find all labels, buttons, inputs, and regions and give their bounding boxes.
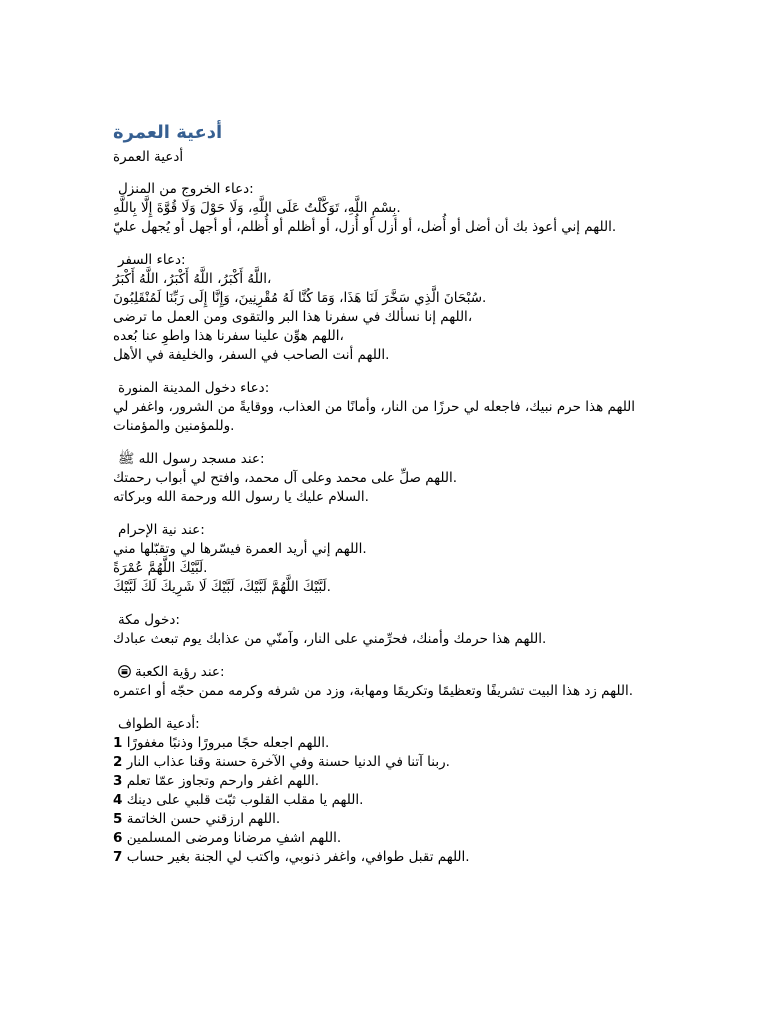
dua-line: اللهم زد هذا البيت تشريفًا وتعظيمًا وتكريمًا ومهابة، وزد من شرفه وكرمه ممن حجّه أو اعتمره. (113, 683, 634, 699)
item-text: اللهم يا مقلب القلوب ثبّت قلبي على دينك. (126, 792, 364, 808)
document-page (113, 121, 673, 867)
dua-line: سُبْحَانَ الَّذِي سَخَّرَ لَنَا هَذَا، وَمَا كُنَّا لَهُ مُقْرِنِينَ، وَإِنَّا إِلَى رَبِّنَا لَمُنْقَلِبُونَ. (113, 290, 487, 306)
section-heading: دعاء دخول المدينة المنورة: (118, 380, 270, 396)
dua-line: اللهم صلِّ على محمد وعلى آل محمد، وافتح لي أبواب رحمتك. (113, 470, 458, 486)
dua-line: اللهم إني أريد العمرة فيسّرها لي وتقبّلها مني. (113, 541, 367, 557)
dua-line: لَبَّيْكَ اللَّهُمَّ عُمْرَةً. (113, 560, 208, 576)
item-number: 1 (113, 735, 123, 751)
item-text: اللهم اجعله حجًا مبرورًا وذنبًا مغفورًا. (126, 735, 330, 751)
dua-line: لَبَّيْكَ اللَّهُمَّ لَبَّيْكَ، لَبَّيْكَ لَا شَرِيكَ لَكَ لَبَّيْكَ. (113, 579, 331, 595)
section-heading: دعاء الخروج من المنزل: (118, 181, 254, 197)
dua-line: اللهم هذا حرم نبيك، فاجعله لي حرزًا من النار، وأمانًا من العذاب، ووقايةً من الشرور، واغفر لي (113, 399, 636, 415)
kaaba-icon (118, 665, 131, 678)
section-heading: دعاء السفر: (118, 252, 186, 268)
section-heading: عند مسجد رسول الله ﷺ: (118, 451, 265, 467)
dua-line: وللمؤمنين والمؤمنات. (113, 418, 235, 434)
list-item (113, 848, 673, 867)
section-prophet-mosque (113, 450, 673, 507)
list-item (113, 791, 673, 810)
section-heading: عند نية الإحرام: (118, 522, 205, 538)
item-number: 2 (113, 754, 123, 770)
section-ihram-intention (113, 521, 673, 597)
item-number: 5 (113, 811, 123, 827)
section-heading-text: عند رؤية الكعبة: (135, 664, 225, 680)
dua-line: السلام عليك يا رسول الله ورحمة الله وبركاته. (113, 489, 369, 505)
list-item (113, 772, 673, 791)
item-number: 6 (113, 830, 123, 846)
dua-line: اللهم هذا حرمك وأمنك، فحرِّمني على النار، وآمنّي من عذابك يوم تبعث عبادك. (113, 631, 547, 647)
dua-line: اللهم إنا نسألك في سفرنا هذا البر والتقوى ومن العمل ما ترضى، (113, 309, 473, 325)
item-text: اللهم تقبل طوافي، واغفر ذنوبي، واكتب لي الجنة بغير حساب. (126, 849, 470, 865)
list-item (113, 734, 673, 753)
section-heading: دخول مكة: (118, 612, 180, 628)
dua-line: اللهم أنت الصاحب في السفر، والخليفة في الأهل. (113, 347, 390, 363)
dua-line: بِسْمِ اللَّهِ، تَوَكَّلْتُ عَلَى اللَّهِ، وَلَا حَوْلَ وَلَا قُوَّةَ إِلَّا بِاللَّهِ. (113, 200, 401, 216)
section-travel (113, 251, 673, 365)
document-title: أدعية العمرة (113, 122, 223, 143)
item-number: 4 (113, 792, 123, 808)
dua-line: اللَّهُ أَكْبَرُ، اللَّهُ أَكْبَرُ، اللَّهُ أَكْبَرُ، (113, 271, 272, 287)
document-subtitle: أدعية العمرة (113, 149, 184, 165)
dua-line: اللهم إني أعوذ بك أن أضل أو أُضل، أو أزل أو أُزل، أو أظلم أو أُظلم، أو أجهل أو يُجهل عليّ. (113, 219, 617, 235)
item-text: ربنا آتنا في الدنيا حسنة وفي الآخرة حسنة وقنا عذاب النار. (126, 754, 450, 770)
item-text: اللهم اشفِ مرضانا ومرضى المسلمين. (126, 830, 342, 846)
list-item (113, 753, 673, 772)
section-tawaf (113, 715, 673, 867)
list-item (113, 829, 673, 848)
section-entering-makkah (113, 611, 673, 649)
item-text: اللهم اغفر وارحم وتجاوز عمّا تعلم. (126, 773, 320, 789)
section-leaving-home (113, 180, 673, 237)
section-seeing-kaaba (113, 663, 673, 701)
dua-line: اللهم هوِّن علينا سفرنا هذا واطوِ عنا بُعده، (113, 328, 344, 344)
item-text: اللهم ارزقني حسن الخاتمة. (126, 811, 281, 827)
list-item (113, 810, 673, 829)
section-heading (113, 663, 673, 682)
section-entering-madinah (113, 379, 673, 436)
section-heading: أدعية الطواف: (118, 716, 200, 732)
item-number: 7 (113, 849, 123, 865)
item-number: 3 (113, 773, 123, 789)
